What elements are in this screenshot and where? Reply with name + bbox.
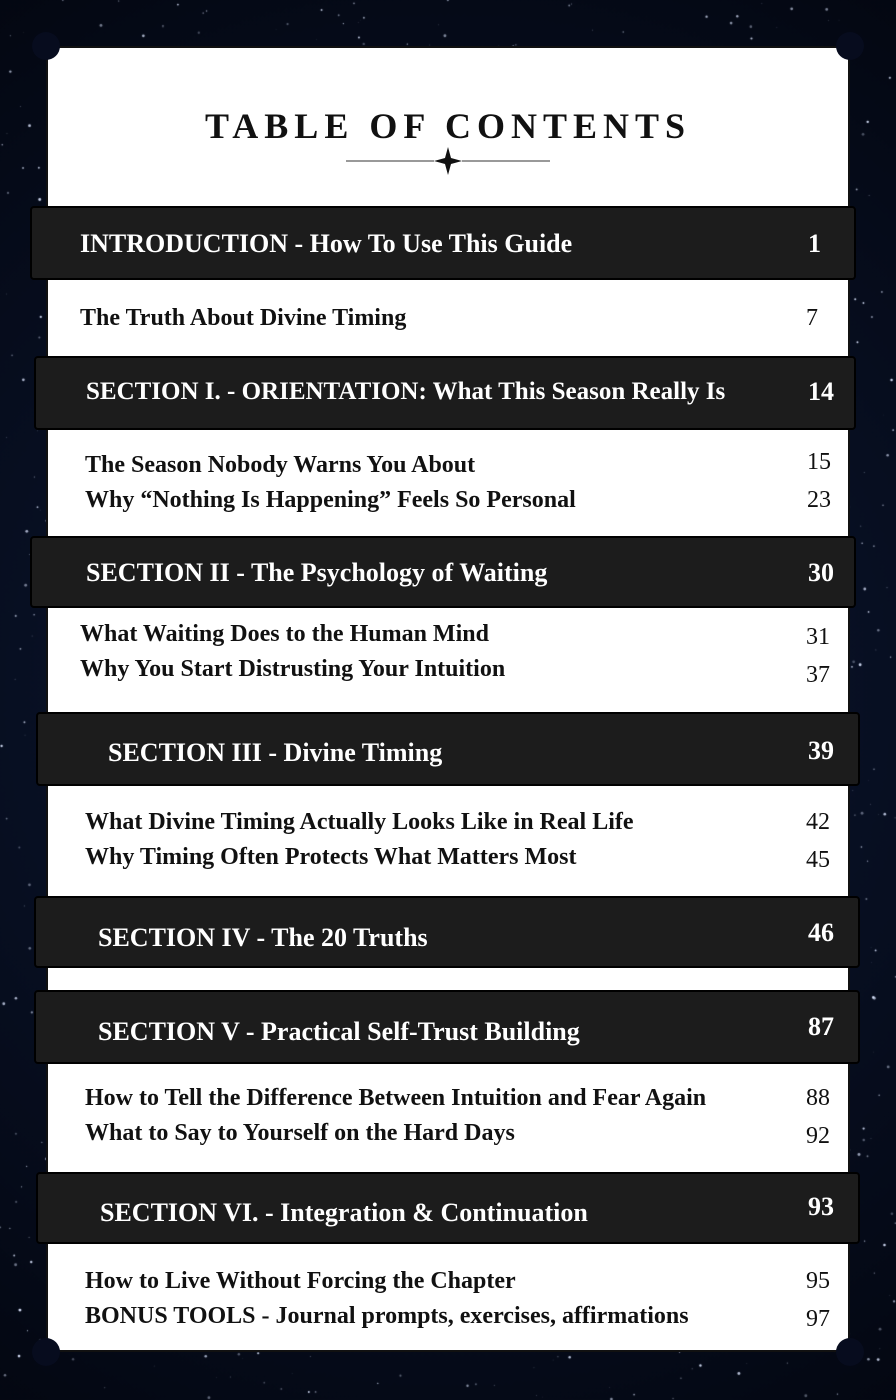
entry-title[interactable]: Why You Start Distrusting Your Intuition <box>80 656 506 682</box>
entry-title[interactable]: Why Timing Often Protects What Matters Most <box>85 844 577 870</box>
page-number: 37 <box>806 662 830 688</box>
page-number: 31 <box>806 624 830 650</box>
page-number: 23 <box>807 487 831 513</box>
section-title: SECTION VI. - Integration & Continuation <box>100 1198 588 1227</box>
page-number: 39 <box>808 736 834 765</box>
page-number: 14 <box>808 377 834 406</box>
page-number: 42 <box>806 809 830 835</box>
section-title: INTRODUCTION - How To Use This Guide <box>80 229 573 258</box>
entry-title[interactable]: What Waiting Does to the Human Mind <box>80 621 489 647</box>
panel-corner-notch <box>32 32 60 60</box>
entry-title[interactable]: BONUS TOOLS - Journal prompts, exercises, affirmations <box>85 1303 689 1329</box>
section-title: SECTION I. - ORIENTATION: What This Season Really Is <box>86 378 726 405</box>
page-number: 97 <box>806 1306 830 1332</box>
entry-title: The Truth About Divine Timing <box>80 305 407 331</box>
section-title: SECTION III - Divine Timing <box>108 738 443 767</box>
toc-entry-group <box>48 786 848 894</box>
toc-section-introduction[interactable] <box>30 206 856 280</box>
page-number: 7 <box>806 305 818 331</box>
entry-title[interactable]: The Season Nobody Warns You About <box>85 452 476 478</box>
entry-title[interactable]: What to Say to Yourself on the Hard Days <box>85 1120 515 1146</box>
page-number: 15 <box>807 449 831 475</box>
toc-entry-group <box>48 608 848 712</box>
toc-section-3[interactable] <box>36 712 860 786</box>
page-number: 95 <box>806 1268 830 1294</box>
toc-section-4[interactable] <box>34 896 860 968</box>
page-number: 46 <box>808 918 834 947</box>
toc-entry-group <box>48 1246 848 1350</box>
toc-entry-group <box>48 432 848 536</box>
toc-section-5[interactable] <box>34 990 860 1064</box>
section-title: SECTION V - Practical Self-Trust Building <box>98 1017 580 1046</box>
entry-title[interactable]: Why “Nothing Is Happening” Feels So Personal <box>85 487 576 513</box>
four-point-star-icon <box>346 146 550 176</box>
page-number: 88 <box>806 1085 830 1111</box>
toc-section-1[interactable] <box>34 356 856 430</box>
toc-section-6[interactable] <box>36 1172 860 1244</box>
entry-title[interactable]: How to Tell the Difference Between Intuition and Fear Again <box>85 1085 707 1111</box>
page-number: 1 <box>808 229 821 258</box>
toc-section-2[interactable] <box>30 536 856 608</box>
panel-corner-notch <box>836 32 864 60</box>
page-number: 93 <box>808 1192 834 1221</box>
toc-entry-group <box>48 1064 848 1170</box>
page-number: 92 <box>806 1123 830 1149</box>
entry-title[interactable]: What Divine Timing Actually Looks Like in Real Life <box>85 809 634 835</box>
page-number: 45 <box>806 847 830 873</box>
section-title: SECTION IV - The 20 Truths <box>98 923 428 952</box>
entry-title[interactable]: How to Live Without Forcing the Chapter <box>85 1268 516 1294</box>
page-number: 30 <box>808 558 834 587</box>
toc-entry[interactable] <box>48 282 848 356</box>
page-title: TABLE OF CONTENTS <box>204 106 692 146</box>
section-title: SECTION II - The Psychology of Waiting <box>86 558 548 587</box>
page-number: 87 <box>808 1012 834 1041</box>
